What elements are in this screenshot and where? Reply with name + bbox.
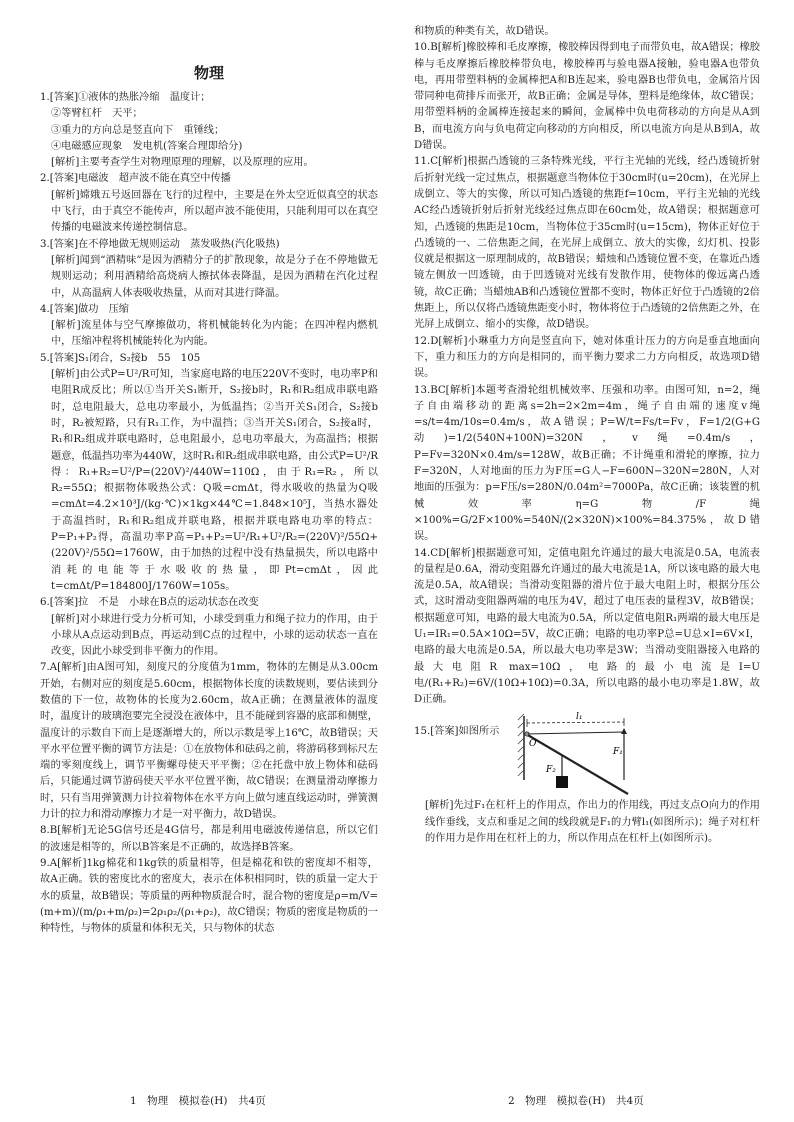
answer-item [40, 856, 378, 937]
answer-line: 2.[答案]电磁波 超声波不能在真空中传播 [40, 173, 231, 185]
explanation-text: 8.B[解析]无论5G信号还是4G信号，都是利用电磁波传递信息，所以它们的波速是相等的，所以B答案是不正确的，故选择B答案。 [40, 825, 378, 853]
hanging-weight [556, 776, 568, 788]
label-l1: l₁ [576, 712, 583, 723]
answer-item [40, 171, 378, 236]
footer-left: 1 物理 模拟卷(H) 共4页 [130, 1095, 266, 1107]
explanation-text: 9.A[解析]1kg棉花和1kg铁的质量相等，但是棉花和铁的密度却不相等，故A正确。铁的密度比水的密度大，表示在体积相同时，铁的质量一定大于水的质量，故B错误；等质量的两种物质混合时，混合物的密度是ρ=m/V=(m+m)/(m/ρ₁+m/ρ₂)=2ρ₁ρ₂/(ρ₁+ρ₂)，故C错误；物质的密度是物质的一种特性，与物体的质量和体积无关，只与物体的状态 [40, 857, 378, 935]
arm-l1-line [527, 722, 624, 723]
right-column [414, 24, 760, 847]
explanation-text: 14.CD[解析]根据题意可知，定值电阻允许通过的最大电流是0.5A，电流表的量程是0.6A，滑动变阻器允许通过的最大电流是1A，所以该电路的最大电流是0.5A，故A错误；当滑动变阻器的滑片位于最大电阻上时，根据分压公式，这时滑动变阻器两端的电压为4V，超过了电压表的量程3V，故B错误；根据题意可知，电路的最大电流为0.5A，所以定值电阻R₁两端的最大电压是U₁=IR₁=0.5A×10Ω=5V，故C正确；电路的电功率P总=U总×I=6V×I，电路的最大电流是0.5A，所以最大电功率是3W；当滑动变阻器接入电路的最大电阻R max=10Ω，电路的最小电流是I=U电/(R₁+R₂)=6V/(10Ω+10Ω)=0.3A，所以电路的最小电功率是1.8W，故D正确。 [414, 547, 760, 706]
answer-item [414, 24, 760, 40]
lever-diagram [516, 710, 646, 796]
explanation-text: 13.BC[解析]本题考查滑轮组机械效率、压强和功率。由图可知，n=2，绳子自由端移动的距离s=2h=2×2m=4m，绳子自由端的速度v绳=s/t=4m/10s=0.4m/s，故A错误；P=W/t=Fs/t=Fv，F=1/2(G+G动)=1/2(540N+100N)=320N，v绳=0.4m/s，P=Fv=320N×0.4m/s=128W，故B正确；不计绳重和滑轮的摩擦，拉力F=320N，人对地面的压力为F压=G人−F=600N−320N=280N，人对地面的压强为：p=F压/s=280N/0.04m²=7000Pa，故C正确；该装置的机械效率η=G物/F绳×100%=G/2F×100%=540N/(2×320N)×100%=84.375%，故D错误。 [414, 384, 760, 543]
explanation-text: 10.B[解析]橡胶棒和毛皮摩擦，橡胶棒因得到电子而带负电，故A错误；橡胶棒与毛皮摩擦后橡胶棒带负电，橡胶棒再与验电器A接触，验电器A也带负电，再用带塑料柄的金属棒把A和B连起来，验电器B也带负电，金属箔片因带同种电荷排斥而张开，故B正确；金属是导体，塑料是绝缘体，故C错误；用带塑料柄的金属棒连接起来的瞬间，金属棒中负电荷移动的方向是从A到B，而电流方向与负电荷定向移动的方向相反，所以电流方向是从B到A，故D错误。 [414, 42, 760, 152]
left-answer-list [40, 90, 378, 937]
answer-item [40, 237, 378, 302]
answer-item [40, 823, 378, 856]
answer-line: ④电磁感应现象 发电机(答案合理即给分) [51, 140, 243, 152]
left-column [40, 24, 378, 937]
answer-item [40, 595, 378, 660]
explanation-text: 11.C[解析]根据凸透镜的三条特殊光线，平行主光轴的光线，经凸透镜折射后折射光线一定过焦点，根据题意当物体位于30cm时(u=20cm)，在光屏上成倒立、等大的实像，所以可知凸透镜的焦距f=10cm，平行主光轴的光线AC经凸透镜折射后折射光线经过焦点即在60cm处，故A错误；根据题意可知，凸透镜的焦距是10cm，当物体位于35cm时(u=15cm)，物体正好位于凸透镜的一、二倍焦距之间，在光屏上成倒立、放大的实像，幻灯机、投影仪就是根据这一原理制成的，故B错误；蜡烛和凸透镜位置不变，在靠近凸透镜左侧放一凹透镜，由于凹透镜对光线有发散作用，使物体的像远离凸透镜，故C正确；当蜡烛AB和凸透镜位置都不变时，物体正好位于凸透镜的2倍焦距上，所以仅将凸透镜焦距变小时，物体将位于凸透镜的2倍焦距之外，在光屏上成倒立、缩小的实像，故D错误。 [414, 156, 760, 331]
rope-line [526, 732, 624, 734]
q15-answer: 15.[答案]如图所示 [414, 726, 500, 738]
footer-right: 2 物理 模拟卷(H) 共4页 [508, 1095, 644, 1107]
answer-item [40, 660, 378, 823]
explanation-text: [解析]流星体与空气摩擦做功，将机械能转化为内能；在四冲程内燃机中，压缩冲程将机械能转化为内能。 [51, 320, 378, 348]
q15-explanation: [解析]先过F₁在杠杆上的作用点，作出力的作用线，再过支点O向力的作用线作垂线，支点和垂足之间的线段就是F₁的力臂l₁(如图所示)；绳子对杠杆的作用力是作用在杠杆上的力，所以作用点在杠杆上(如图所示)。 [425, 800, 760, 845]
page-title: 物理 [193, 64, 224, 82]
answer-item [414, 546, 760, 709]
label-F2: F₂ [546, 765, 556, 776]
lever-figure-block [414, 710, 760, 796]
label-F1: F₁ [613, 747, 623, 758]
answer-line: 5.[答案]S₁闭合，S₂接b 55 105 [40, 352, 201, 364]
label-O: O [529, 739, 537, 750]
explanation-text: [解析]由公式P=U²/R可知，当家庭电路的电压220V不变时，电功率P和电阻R成反比；所以①当开关S₁断开，S₂接b时，R₁和R₂组成串联电路时，总电阻最大，总电功率最小，为低温挡；②当开关S₁闭合，S₂接b时，R₂被短路，只有R₁工作，为中温挡；③当开关S₁闭合，S₂接a时，R₁和R₂组成并联电路时，总电阻最小，总电功率最大，为高温挡；根据题意，低温挡功率为440W，这时R₁和R₂组成串联电路，由公式P=U²/R得：R₁+R₂=U²/P=(220V)²/440W=110Ω，由于R₁=R₂，所以R₂=55Ω；根据物体吸热公式：Q吸=cmΔt，得水吸收的热量为Q吸=cmΔt=4.2×10³J/(kg·℃)×1kg×44℃=1.848×10⁵J，当热水器处于高温挡时，R₁和R₂组成并联电路，根据并联电路电功率的特点：P=P₁+P₂得，高温功率P高=P₁+P₂=U²/R₁+U²/R₂=(220V)²/55Ω+(220V)²/55Ω=1760W，由于加热的过程中没有热量损失，所以电路中消耗的电能等于水吸收的热量，即Pt=cmΔt，因此t=cmΔt/P=184800J/1760W=105s。 [51, 369, 378, 592]
answer-item [40, 90, 378, 171]
answer-line: ③重力的方向总是竖直向下 重锤线； [51, 124, 225, 136]
answer-item [40, 351, 378, 595]
explanation-text: 7.A[解析]由A图可知，刻度尺的分度值为1mm，物体的左侧是从3.00cm开始，右侧对应的刻度是5.60cm，根据物体长度的读数规则，要估读到分数值的下一位，故物体的长度为2.60cm，故A正确；在测量液体的温度时，温度计的玻璃泡要完全浸没在液体中，且不能碰到容器的底部和侧壁，温度计的示数自下而上是逐渐增大的，所以示数是零上16℃，故B错误；天平水平位置平衡的调节方法是：①在放物体和砝码之前，将游码移到标尺左端的零刻度线上，调节平衡螺母使天平平衡；②在托盘中放上物体和砝码后，只能通过调节游码使天平水平位置平衡，故C错误；在测量滑动摩擦力时，只有当用弹簧测力计拉着物体在水平方向上做匀速直线运动时，弹簧测力计的拉力和滑动摩擦力才是一对平衡力，故D错误。 [40, 662, 378, 821]
lever-bar [526, 734, 628, 794]
answer-item [414, 383, 760, 546]
wall-hatch [518, 714, 524, 776]
explanation-text: 12.D[解析]小琳重力方向是竖直向下，她对体重计压力的方向是垂直地面向下，重力和压力的方向是相同的，而平衡力要求二力方向相反，故选项D错误。 [414, 335, 760, 380]
answer-item [414, 40, 760, 154]
answer-item [414, 154, 760, 333]
answer-item [40, 302, 378, 351]
explanation-text: [解析]对小球进行受力分析可知，小球受到重力和绳子拉力的作用，由于小球从A点运动到B点，再运动到C点的过程中，小球的运动状态一直在改变，因此小球受到非平衡力的作用。 [51, 613, 378, 658]
right-answer-list [414, 24, 760, 708]
answer-line: 4.[答案]做功 压缩 [40, 303, 129, 315]
answer-line: 1.[答案]①液体的热胀冷缩 温度计； [40, 92, 211, 103]
q15-explanation-block [414, 798, 760, 847]
answer-line: 3.[答案]在不停地做无规则运动 蒸发吸热(汽化吸热) [40, 238, 280, 250]
explanation-text: [解析]主要考查学生对物理原理的理解，以及原理的应用。 [51, 157, 314, 169]
explanation-text: 和物质的种类有关，故D错误。 [414, 26, 555, 37]
answer-item [414, 334, 760, 383]
answer-line: 6.[答案]拉 不是 小球在B点的运动状态在改变 [40, 597, 259, 609]
explanation-text: [解析]嫦娥五号返回器在飞行的过程中，主要是在外太空近似真空的状态中飞行，由于真空不能传声，所以超声波不能使用，只能利用可以在真空传播的电磁波来传递控制信息。 [51, 189, 378, 234]
explanation-text: [解析]闻到“酒精味”是因为酒精分子的扩散现象，故是分子在不停地做无规则运动；利用酒精给高烧病人擦拭体表降温，是因为酒精在汽化过程中，从高温病人体表吸收热量，从而对其进行降温。 [51, 254, 378, 299]
answer-line: ②等臂杠杆 天平； [51, 108, 143, 120]
